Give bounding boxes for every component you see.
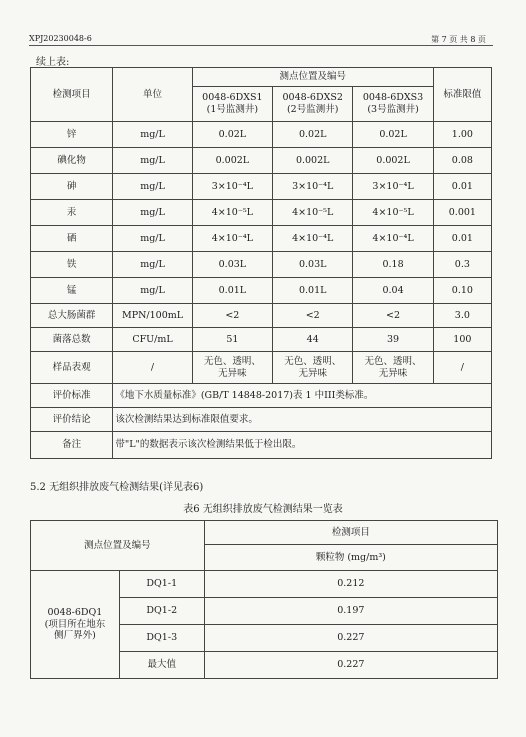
cell-v3: 39: [353, 328, 433, 352]
cell-v2: 0.01L: [273, 278, 353, 304]
table-row: [31, 148, 492, 174]
cell-v3: 3×10⁻⁴L: [353, 174, 433, 200]
point-1: 0048-6DXS1 (1号监测井): [192, 87, 272, 122]
cell-v1: 4×10⁻⁵L: [192, 200, 272, 226]
eval-standard: 《地下水质量标准》(GB/T 14848-2017)表 1 中III类标准。: [113, 384, 492, 408]
cell-limit: 100: [433, 328, 491, 352]
cell-limit: /: [433, 352, 491, 384]
cell-value: 0.212: [204, 571, 497, 598]
cell-limit: 0.3: [433, 252, 491, 278]
header-limit: 标准限值: [433, 68, 491, 122]
cell-item: 菌落总数: [31, 328, 113, 352]
cell-v2: 0.03L: [273, 252, 353, 278]
cell-id: 最大值: [119, 652, 204, 679]
cell-limit: 0.01: [433, 226, 491, 252]
cell-v3: 无色、透明、 无异味: [353, 352, 433, 384]
header-particulate: 颗粒物 (mg/m³): [204, 545, 497, 571]
table-row: [31, 122, 492, 148]
cell-unit: mg/L: [113, 252, 192, 278]
cell-v3: 4×10⁻⁵L: [353, 200, 433, 226]
cell-v3: 4×10⁻⁴L: [353, 226, 433, 252]
cell-limit: 0.08: [433, 148, 491, 174]
cell-id: DQ1-2: [119, 598, 204, 625]
table-row: [31, 352, 492, 384]
table-row: [31, 174, 492, 200]
header-unit: 单位: [113, 68, 192, 122]
cell-v2: 4×10⁻⁴L: [273, 226, 353, 252]
cell-id: DQ1-1: [119, 571, 204, 598]
cell-v2: 4×10⁻⁵L: [273, 200, 353, 226]
cell-v3: 0.002L: [353, 148, 433, 174]
note-label: 备注: [31, 432, 113, 459]
cell-item: 汞: [31, 200, 113, 226]
page-number: 第 7 页 共 8 页: [431, 35, 486, 44]
cell-v1: 无色、透明、 无异味: [192, 352, 272, 384]
table-row: [31, 278, 492, 304]
cell-v1: 3×10⁻⁴L: [192, 174, 272, 200]
point-2: 0048-6DXS2 (2号监测井): [273, 87, 353, 122]
cell-id: DQ1-3: [119, 625, 204, 652]
document-id: XPJ20230048-6: [29, 34, 92, 43]
table-caption: 表6 无组织排放废气检测结果一览表: [183, 504, 343, 515]
table-row: [31, 328, 492, 352]
groundwater-results-table: [30, 67, 492, 459]
cell-v2: 0.02L: [273, 122, 353, 148]
cell-v2: 0.002L: [273, 148, 353, 174]
cell-unit: mg/L: [113, 174, 192, 200]
cell-v2: <2: [273, 304, 353, 328]
cell-limit: 1.00: [433, 122, 491, 148]
cell-v1: 0.002L: [192, 148, 272, 174]
air-results-table: [30, 520, 498, 679]
header-rule: [29, 45, 493, 46]
cell-limit: 0.10: [433, 278, 491, 304]
header-item: 检测项目: [31, 68, 113, 122]
cell-v2: 3×10⁻⁴L: [273, 174, 353, 200]
header-points: 测点位置及编号: [192, 68, 433, 87]
cell-unit: mg/L: [113, 148, 192, 174]
cell-unit: MPN/100mL: [113, 304, 192, 328]
cell-v1: 4×10⁻⁴L: [192, 226, 272, 252]
cell-unit: CFU/mL: [113, 328, 192, 352]
point-3: 0048-6DXS3 (3号监测井): [353, 87, 433, 122]
table-row: [31, 226, 492, 252]
cell-value: 0.227: [204, 652, 497, 679]
cell-item: 总大肠菌群: [31, 304, 113, 328]
header-location: 测点位置及编号: [31, 521, 205, 571]
table-row: [31, 304, 492, 328]
cell-v3: 0.04: [353, 278, 433, 304]
eval-standard-label: 评价标准: [31, 384, 113, 408]
cell-unit: mg/L: [113, 226, 192, 252]
table-row: [31, 571, 498, 598]
cell-item: 砷: [31, 174, 113, 200]
cell-unit: mg/L: [113, 122, 192, 148]
note: 带"L"的数据表示该次检测结果低于检出限。: [113, 432, 492, 459]
cell-v1: 0.01L: [192, 278, 272, 304]
cell-item: 铁: [31, 252, 113, 278]
cell-item: 锰: [31, 278, 113, 304]
cell-unit: /: [113, 352, 192, 384]
cell-value: 0.227: [204, 625, 497, 652]
cell-v1: 51: [192, 328, 272, 352]
cell-v2: 无色、透明、 无异味: [273, 352, 353, 384]
header-test-item: 检测项目: [204, 521, 497, 545]
cell-v1: 0.02L: [192, 122, 272, 148]
table-row: [31, 252, 492, 278]
cell-item: 硒: [31, 226, 113, 252]
cell-v1: <2: [192, 304, 272, 328]
cell-v1: 0.03L: [192, 252, 272, 278]
section-title: 5.2 无组织排放废气检测结果(详见表6): [30, 482, 204, 493]
location-cell: 0048-6DQ1 (项目所在地东 侧厂界外): [31, 571, 120, 679]
cell-limit: 3.0: [433, 304, 491, 328]
cell-value: 0.197: [204, 598, 497, 625]
cell-limit: 0.01: [433, 174, 491, 200]
eval-result: 该次检测结果达到标准限值要求。: [113, 408, 492, 432]
cell-item: 锌: [31, 122, 113, 148]
cell-item: 样品表观: [31, 352, 113, 384]
continuation-label: 续上表:: [36, 57, 70, 68]
table-row: [31, 200, 492, 226]
cell-v3: 0.02L: [353, 122, 433, 148]
cell-limit: 0.001: [433, 200, 491, 226]
cell-v2: 44: [273, 328, 353, 352]
cell-v3: <2: [353, 304, 433, 328]
cell-unit: mg/L: [113, 278, 192, 304]
cell-item: 碘化物: [31, 148, 113, 174]
eval-result-label: 评价结论: [31, 408, 113, 432]
cell-unit: mg/L: [113, 200, 192, 226]
cell-v3: 0.18: [353, 252, 433, 278]
